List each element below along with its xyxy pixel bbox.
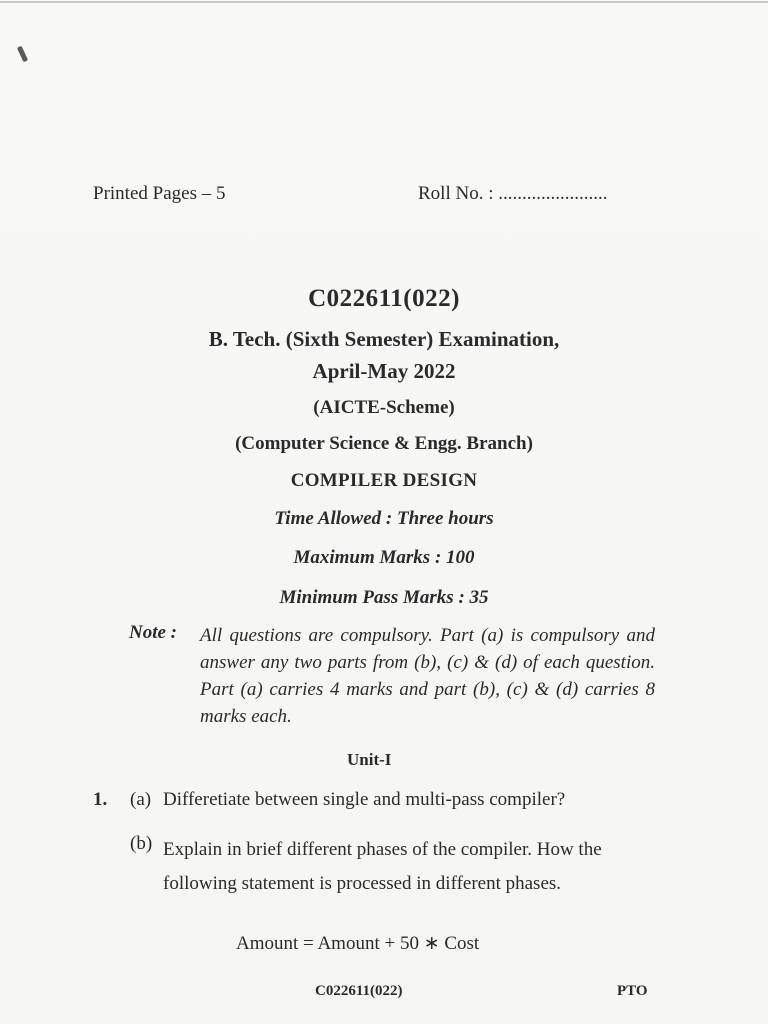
unit-heading: Unit-I	[347, 750, 392, 769]
minimum-pass-marks: Minimum Pass Marks : 35	[279, 587, 489, 608]
scheme-text: (AICTE-Scheme)	[313, 397, 455, 418]
paper-code: C022611(022)	[308, 285, 460, 312]
scan-edge-line	[0, 1, 768, 3]
footer-pto: PTO	[617, 983, 648, 999]
part-b-label: (b)	[130, 833, 153, 854]
footer-paper-code: C022611(022)	[315, 983, 403, 999]
roll-number-field: Roll No. : .......................	[418, 183, 608, 204]
formula-statement: Amount = Amount + 50 ∗ Cost	[236, 933, 480, 954]
time-allowed: Time Allowed : Three hours	[274, 508, 494, 529]
branch-text: (Computer Science & Engg. Branch)	[235, 433, 533, 454]
exam-title-line1: B. Tech. (Sixth Semester) Examination,	[208, 327, 560, 351]
printed-pages-text: Printed Pages – 5	[93, 183, 226, 204]
exam-title-line2: April-May 2022	[312, 359, 456, 383]
scan-mark	[17, 46, 28, 63]
subject-title: COMPILER DESIGN	[290, 470, 478, 491]
part-b-question: Explain in brief different phases of the compiler. How the following statement is processed in different phases.	[163, 839, 602, 894]
maximum-marks: Maximum Marks : 100	[293, 547, 475, 568]
part-a-question: Differetiate between single and multi-pass compiler?	[163, 789, 566, 810]
note-label: Note :	[129, 622, 178, 643]
question-number: 1.	[93, 789, 108, 810]
part-a-label: (a)	[130, 789, 152, 810]
note-text: All questions are compulsory. Part (a) is compulsory and answer any two parts from (b), (c) & (d) of each question. Part (a) carries 4 marks and part (b), (c) & (d) carries 8 marks each.	[200, 625, 655, 727]
